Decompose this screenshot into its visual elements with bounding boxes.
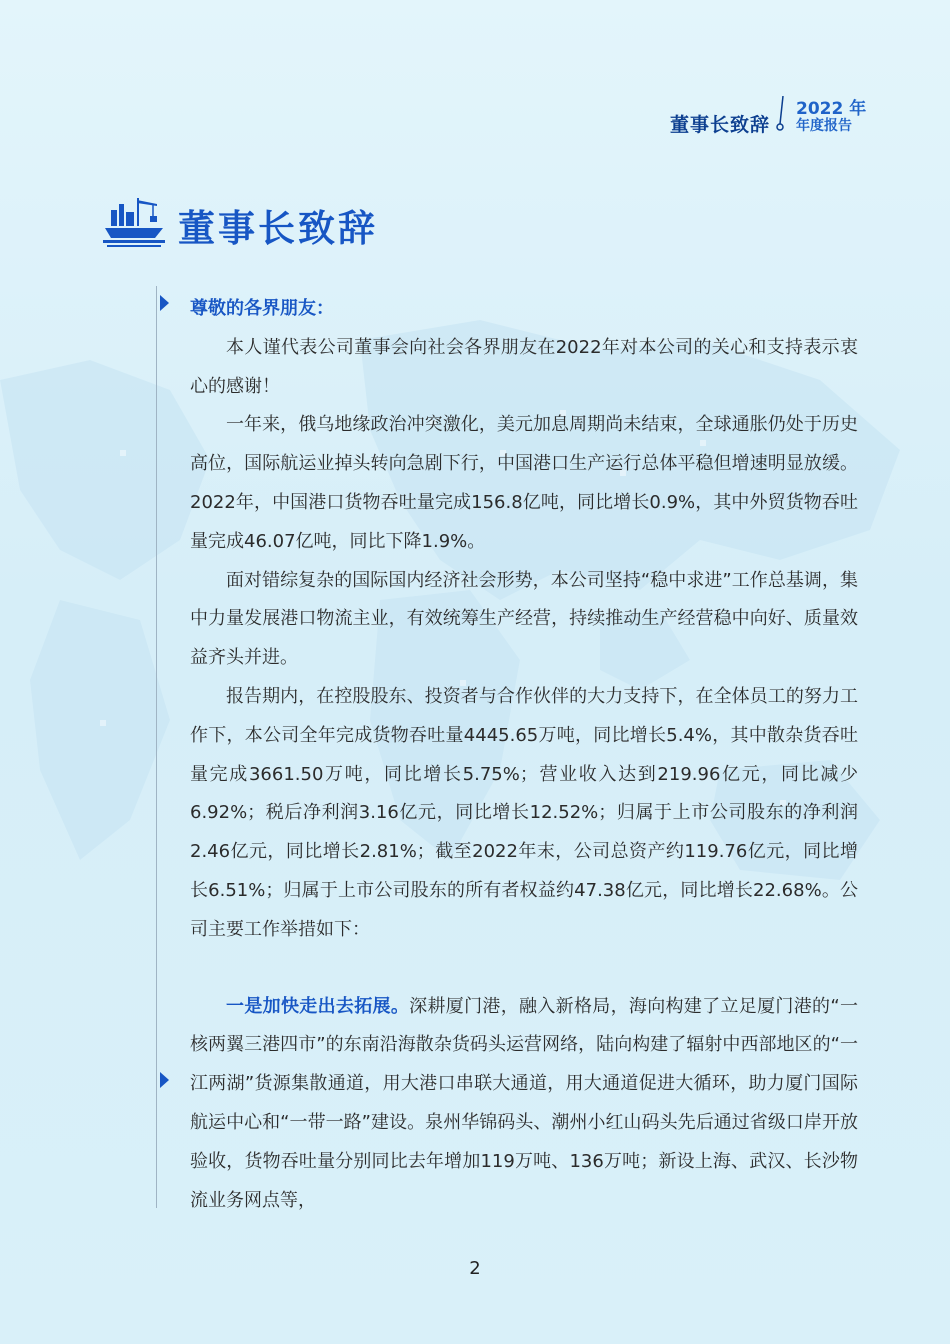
header-year: 2022 年 [796,99,867,119]
arrow-marker-icon [160,1072,169,1088]
header-report-label: 年度报告 [796,118,852,134]
letter-body [190,290,858,1220]
page-title: 董事长致辞 [178,207,378,250]
header-section-title: 董事长致辞 [669,114,770,136]
paragraph: 一年来，俄乌地缘政治冲突激化，美元加息周期尚未结束，全球通胀仍处于历史高位，国际航运业掉头转向急剧下行，中国港口生产运行总体平稳但增速明显放缓。2022年，中国港口货物吞吐量完成156.8亿吨，同比增长0.9%，其中外贸货物吞吐量完成46.07亿吨，同比下降1.9%。 [190,414,858,552]
paragraph: 报告期内，在控股股东、投资者与合作伙伴的大力支持下，在全体员工的努力工作下，本公司全年完成货物吞吐量4445.65万吨，同比增长5.4%，其中散杂货吞吐量完成3661.50万吨，同比增长5.75%；营业收入达到219.96亿元，同比减少6.92%；税后净利润3.16亿元，同比增长12.52%；归属于上市公司股东的净利润2.46亿元，同比增长2.81%；截至2022年末，公司总资产约119.76亿元，同比增长6.51%；归属于上市公司股东的所有者权益约47.38亿元，同比增长22.68%。公司主要工作举措如下： [190,685,859,940]
arrow-marker-icon [160,295,169,311]
paragraph: 本人谨代表公司董事会向社会各界朋友在2022年对本公司的关心和支持表示衷心的感谢！ [190,336,858,397]
side-rule [156,286,157,1208]
highlight-text: 深耕厦门港，融入新格局，海向构建了立足厦门港的“一核两翼三港四市”的东南沿海散杂货码头运营网络，陆向构建了辐射中西部地区的“一江两湖”货源集散通道，用大港口串联大通道，用大通道促进大循环，助力厦门国际航运中心和“一带一路”建设。泉州华锦码头、潮州小红山码头先后通过省级口岸开放验收，货物吞吐量分别同比去年增加119万吨、136万吨；新设上海、武汉、长沙物流业务网点等， [190,995,858,1211]
ship-crane-icon [103,192,165,248]
header-divider-icon [774,96,788,132]
page-number: 2 [469,1258,481,1279]
highlight-paragraph [190,988,858,1221]
salutation: 尊敬的各界朋友： [190,298,334,319]
paragraph: 面对错综复杂的国际国内经济社会形势，本公司坚持“稳中求进”工作总基调，集中力量发展港口物流主业，有效统筹生产经营，持续推动生产经营稳中向好、质量效益齐头并进。 [190,569,858,669]
highlight-lead: 一是加快走出去拓展。 [226,995,410,1017]
